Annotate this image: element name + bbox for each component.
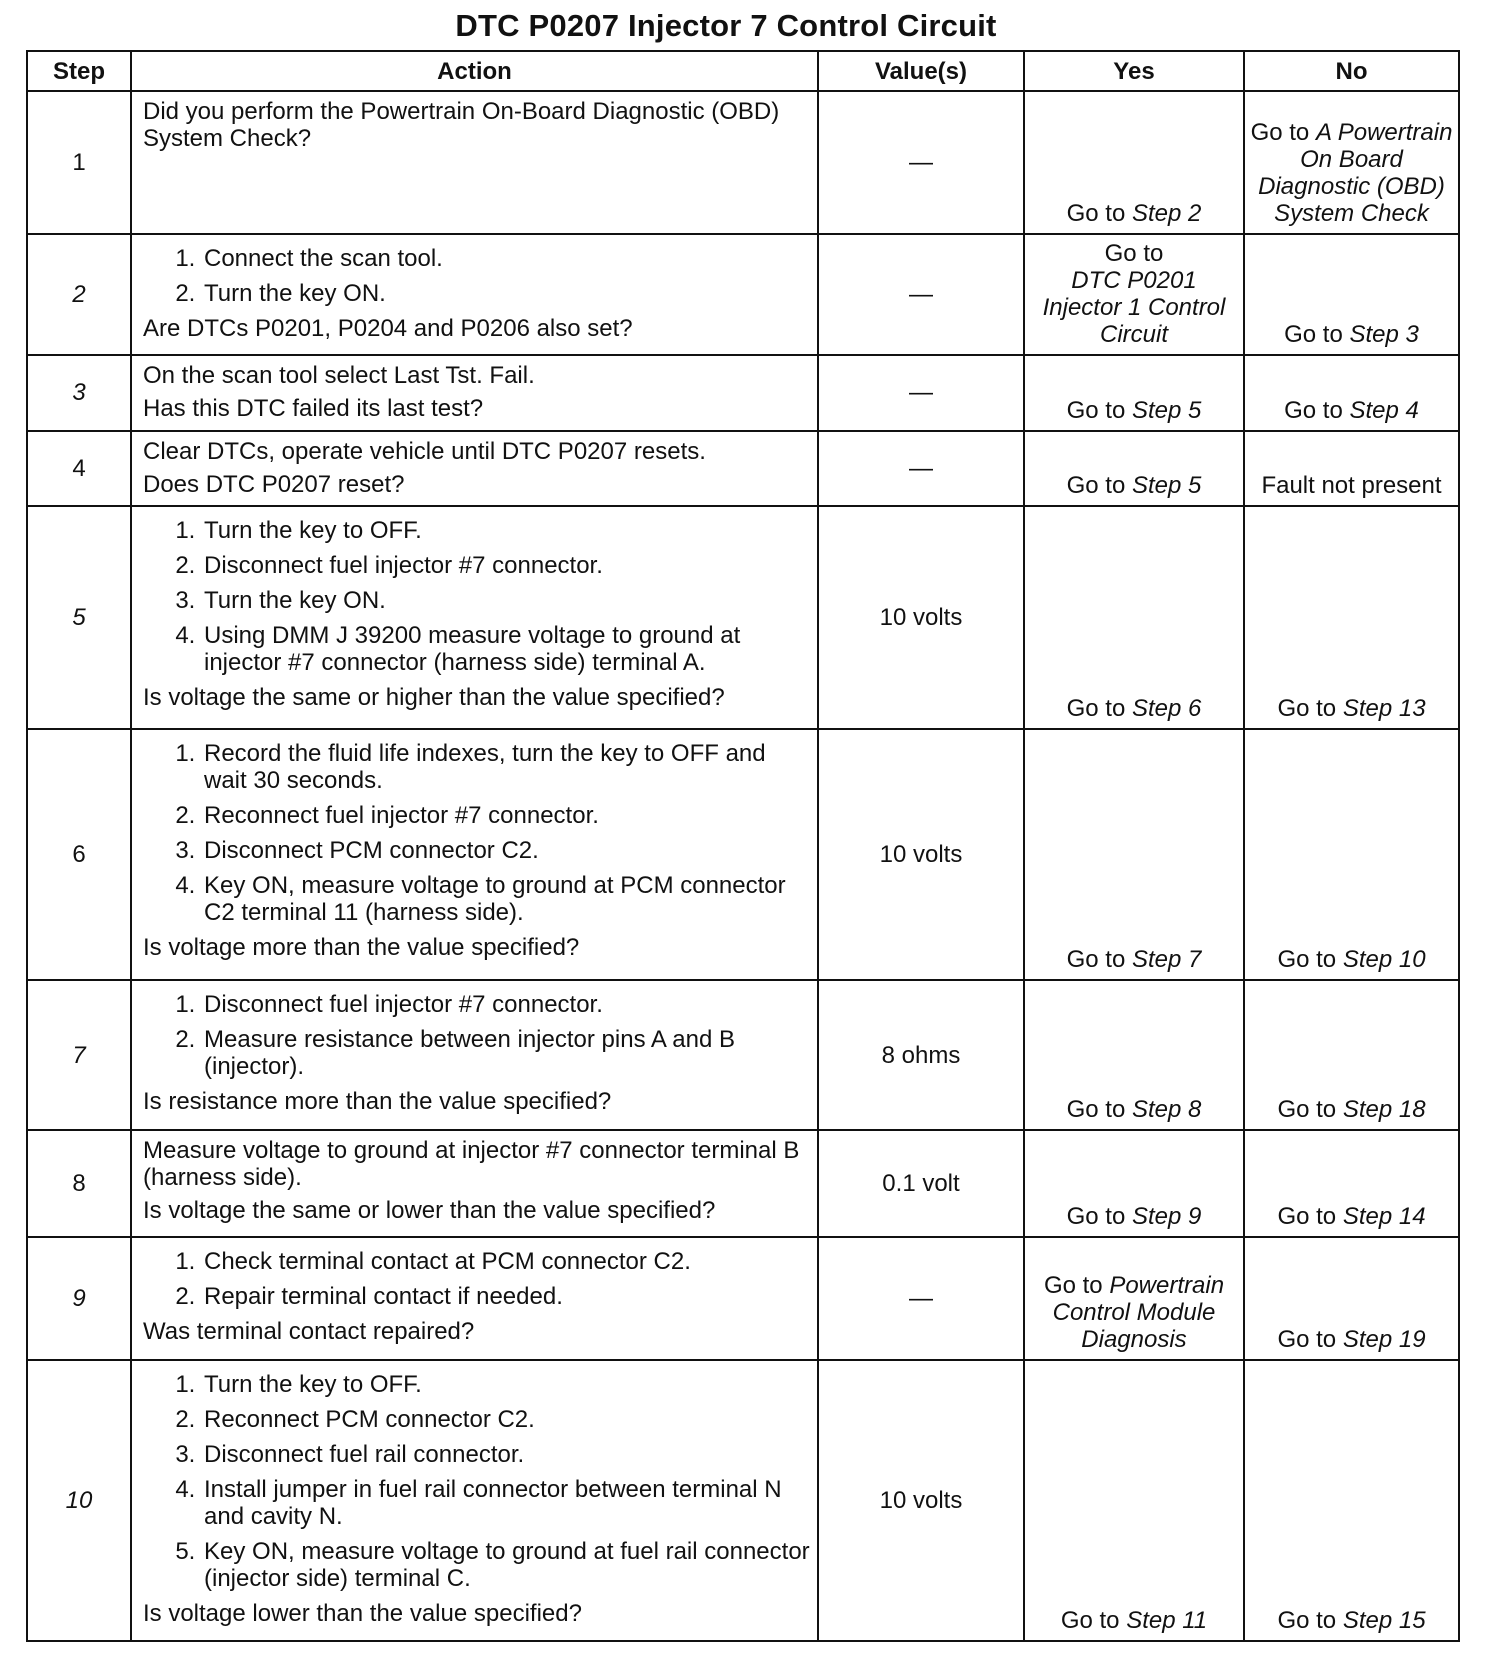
step-number: 2 <box>27 234 131 355</box>
table-row <box>27 431 1459 507</box>
header-value: Value(s) <box>818 51 1024 91</box>
action-item: 3. Disconnect PCM connector C2. <box>202 837 811 864</box>
action-item: 2. Repair terminal contact if needed. <box>202 1283 811 1310</box>
action-text: On the scan tool select Last Tst. Fail. <box>143 361 535 389</box>
action-item: 1. Turn the key to OFF. <box>202 1371 811 1398</box>
yes-cell[interactable] <box>1024 91 1244 234</box>
yes-cell[interactable] <box>1024 431 1244 507</box>
no-goto-text: Go to <box>1277 1607 1343 1634</box>
value-cell: — <box>818 1237 1024 1360</box>
no-goto-text: Go to <box>1277 1096 1343 1124</box>
yes-goto-link[interactable]: Step 9 <box>1131 1202 1202 1230</box>
action-cell <box>131 506 818 729</box>
yes-goto-link[interactable]: Step 6 <box>1131 695 1202 723</box>
action-item: 2. Measure resistance between injector pins A and B (injector). <box>202 1026 811 1080</box>
no-goto-text: Go to <box>1284 320 1350 348</box>
yes-goto-link[interactable]: Step 2 <box>1131 199 1202 227</box>
no-goto-text: Go to <box>1277 1202 1343 1230</box>
action-item: 1. Check terminal contact at PCM connector C2. <box>202 1248 811 1275</box>
header-row <box>27 51 1459 91</box>
table-row <box>27 1360 1459 1641</box>
no-cell[interactable] <box>1244 355 1459 431</box>
yes-goto-link[interactable]: DTC P0201 Injector 1 Control Circuit <box>1042 266 1226 348</box>
header-yes: Yes <box>1024 51 1244 91</box>
action-question: Is resistance more than the value specified? <box>143 1088 612 1116</box>
value-cell: 0.1 volt <box>818 1130 1024 1237</box>
header-step: Step <box>27 51 131 91</box>
action-text: Did you perform the Powertrain On-Board Diagnostic (OBD) System Check? <box>143 98 780 152</box>
yes-goto-text: Go to <box>1060 1607 1127 1634</box>
action-item: 1. Turn the key to OFF. <box>202 517 811 544</box>
no-cell[interactable] <box>1244 1360 1459 1641</box>
action-item: 4. Install jumper in fuel rail connector between terminal N and cavity N. <box>202 1476 811 1530</box>
value-cell: — <box>818 431 1024 507</box>
yes-goto-text: Go to <box>1066 1096 1132 1124</box>
no-goto-link[interactable]: Step 3 <box>1349 320 1419 348</box>
table-row <box>27 980 1459 1130</box>
table-row <box>27 1237 1459 1360</box>
yes-cell[interactable] <box>1024 729 1244 980</box>
action-item: 4. Using DMM J 39200 measure voltage to ground at injector #7 connector (harness side) terminal A. <box>202 622 811 676</box>
action-item: 2. Reconnect fuel injector #7 connector. <box>202 802 811 829</box>
table-row <box>27 355 1459 431</box>
yes-cell[interactable] <box>1024 980 1244 1130</box>
yes-cell[interactable] <box>1024 506 1244 729</box>
no-goto-text: Go to <box>1284 396 1350 424</box>
no-goto-link[interactable]: Step 13 <box>1342 695 1426 723</box>
yes-goto-text: Go to <box>1066 1202 1132 1230</box>
value-cell: 10 volts <box>818 506 1024 729</box>
diagnostic-table <box>26 50 1460 1642</box>
no-goto-text: Go to <box>1250 118 1316 146</box>
no-cell[interactable] <box>1244 1237 1459 1360</box>
value-cell: 8 ohms <box>818 980 1024 1130</box>
action-cell <box>131 729 818 980</box>
action-question: Are DTCs P0201, P0204 and P0206 also set? <box>143 314 633 342</box>
header-no: No <box>1244 51 1459 91</box>
yes-goto-link[interactable]: Step 11 <box>1126 1607 1208 1634</box>
action-question: Is voltage the same or higher than the value specified? <box>143 684 725 712</box>
yes-goto-link[interactable]: Step 5 <box>1131 396 1202 424</box>
action-question: Is voltage the same or lower than the value specified? <box>143 1197 716 1225</box>
yes-goto-link[interactable]: Powertrain Control Module Diagnosis <box>1052 1271 1225 1353</box>
yes-goto-text: Go to <box>1066 199 1132 227</box>
step-number: 6 <box>27 729 131 980</box>
no-cell[interactable] <box>1244 1130 1459 1237</box>
yes-goto-link[interactable]: Step 8 <box>1131 1096 1202 1124</box>
action-question: Is voltage more than the value specified? <box>143 934 580 962</box>
step-number: 7 <box>27 980 131 1130</box>
action-question: Is voltage lower than the value specified? <box>143 1599 582 1627</box>
table-row <box>27 729 1459 980</box>
action-text: Clear DTCs, operate vehicle until DTC P0207 resets. <box>143 437 706 465</box>
action-question: Has this DTC failed its last test? <box>143 394 484 422</box>
yes-goto-text: Go to <box>1104 239 1164 267</box>
action-list <box>143 517 811 676</box>
no-goto-link[interactable]: Step 4 <box>1349 396 1419 424</box>
yes-goto-text: Go to <box>1066 695 1132 723</box>
step-number: 4 <box>27 431 131 507</box>
no-goto-text: Go to <box>1277 1325 1343 1353</box>
action-item: 5. Key ON, measure voltage to ground at fuel rail connector (injector side) terminal C. <box>202 1538 811 1592</box>
action-list <box>143 740 811 926</box>
no-goto-link[interactable]: Step 10 <box>1342 946 1426 974</box>
action-item: 1. Connect the scan tool. <box>202 245 811 272</box>
yes-goto-text: Go to <box>1066 396 1132 424</box>
step-number: 3 <box>27 355 131 431</box>
yes-cell[interactable] <box>1024 1130 1244 1237</box>
action-item: 2. Turn the key ON. <box>202 280 811 307</box>
action-item: 3. Turn the key ON. <box>202 587 811 614</box>
action-cell <box>131 980 818 1130</box>
value-cell: — <box>818 355 1024 431</box>
yes-cell[interactable] <box>1024 234 1244 355</box>
action-cell <box>131 431 818 507</box>
action-item: 4. Key ON, measure voltage to ground at PCM connector C2 terminal 11 (harness side). <box>202 872 811 926</box>
step-number: 5 <box>27 506 131 729</box>
yes-goto-text: Go to <box>1043 1271 1110 1299</box>
no-cell[interactable] <box>1244 234 1459 355</box>
no-cell[interactable] <box>1244 980 1459 1130</box>
action-cell <box>131 1360 818 1641</box>
yes-goto-link[interactable]: Step 7 <box>1131 946 1202 974</box>
no-goto-link[interactable]: A Powertrain On Board Diagnostic (OBD) System Check <box>1258 118 1453 227</box>
no-goto-text: Go to <box>1277 946 1343 974</box>
yes-goto-link[interactable]: Step 5 <box>1131 472 1202 500</box>
no-goto-text: Go to <box>1277 695 1343 723</box>
value-cell: — <box>818 91 1024 234</box>
table-row <box>27 506 1459 729</box>
no-cell[interactable] <box>1244 729 1459 980</box>
table-row <box>27 234 1459 355</box>
yes-goto-text: Go to <box>1066 946 1132 974</box>
no-goto-link[interactable]: Step 15 <box>1342 1607 1426 1634</box>
action-question: Was terminal contact repaired? <box>143 1317 475 1345</box>
step-number: 1 <box>27 91 131 234</box>
action-cell <box>131 91 818 234</box>
no-goto-link[interactable]: Step 14 <box>1342 1202 1426 1230</box>
action-item: 1. Disconnect fuel injector #7 connector. <box>202 991 811 1018</box>
action-text: Measure voltage to ground at injector #7 connector terminal B (harness side). <box>143 1137 800 1192</box>
no-goto-link[interactable]: Step 19 <box>1342 1325 1426 1353</box>
yes-cell[interactable] <box>1024 1360 1244 1641</box>
no-cell[interactable] <box>1244 506 1459 729</box>
no-cell[interactable] <box>1244 91 1459 234</box>
action-list <box>143 245 811 307</box>
value-cell: — <box>818 234 1024 355</box>
step-number: 9 <box>27 1237 131 1360</box>
value-cell: 10 volts <box>818 1360 1024 1641</box>
yes-cell[interactable] <box>1024 1237 1244 1360</box>
action-list <box>143 991 811 1080</box>
no-goto-link[interactable]: Step 18 <box>1342 1096 1426 1124</box>
action-item: 3. Disconnect fuel rail connector. <box>202 1441 811 1468</box>
page-title: DTC P0207 Injector 7 Control Circuit <box>455 8 997 43</box>
action-item: 2. Reconnect PCM connector C2. <box>202 1406 811 1433</box>
table-row <box>27 1130 1459 1237</box>
action-item: 2. Disconnect fuel injector #7 connector. <box>202 552 811 579</box>
action-cell <box>131 1237 818 1360</box>
no-cell <box>1244 431 1459 507</box>
action-cell <box>131 234 818 355</box>
no-result-text: Fault not present <box>1261 472 1442 500</box>
action-list <box>143 1248 811 1310</box>
action-cell <box>131 355 818 431</box>
step-number: 8 <box>27 1130 131 1237</box>
yes-cell[interactable] <box>1024 355 1244 431</box>
value-cell: 10 volts <box>818 729 1024 980</box>
action-item: 1. Record the fluid life indexes, turn the key to OFF and wait 30 seconds. <box>202 740 811 794</box>
table-row <box>27 91 1459 234</box>
action-list <box>143 1371 811 1592</box>
header-action: Action <box>131 51 818 91</box>
action-cell <box>131 1130 818 1237</box>
action-question: Does DTC P0207 reset? <box>143 470 405 498</box>
step-number: 10 <box>27 1360 131 1641</box>
yes-goto-text: Go to <box>1066 472 1132 500</box>
